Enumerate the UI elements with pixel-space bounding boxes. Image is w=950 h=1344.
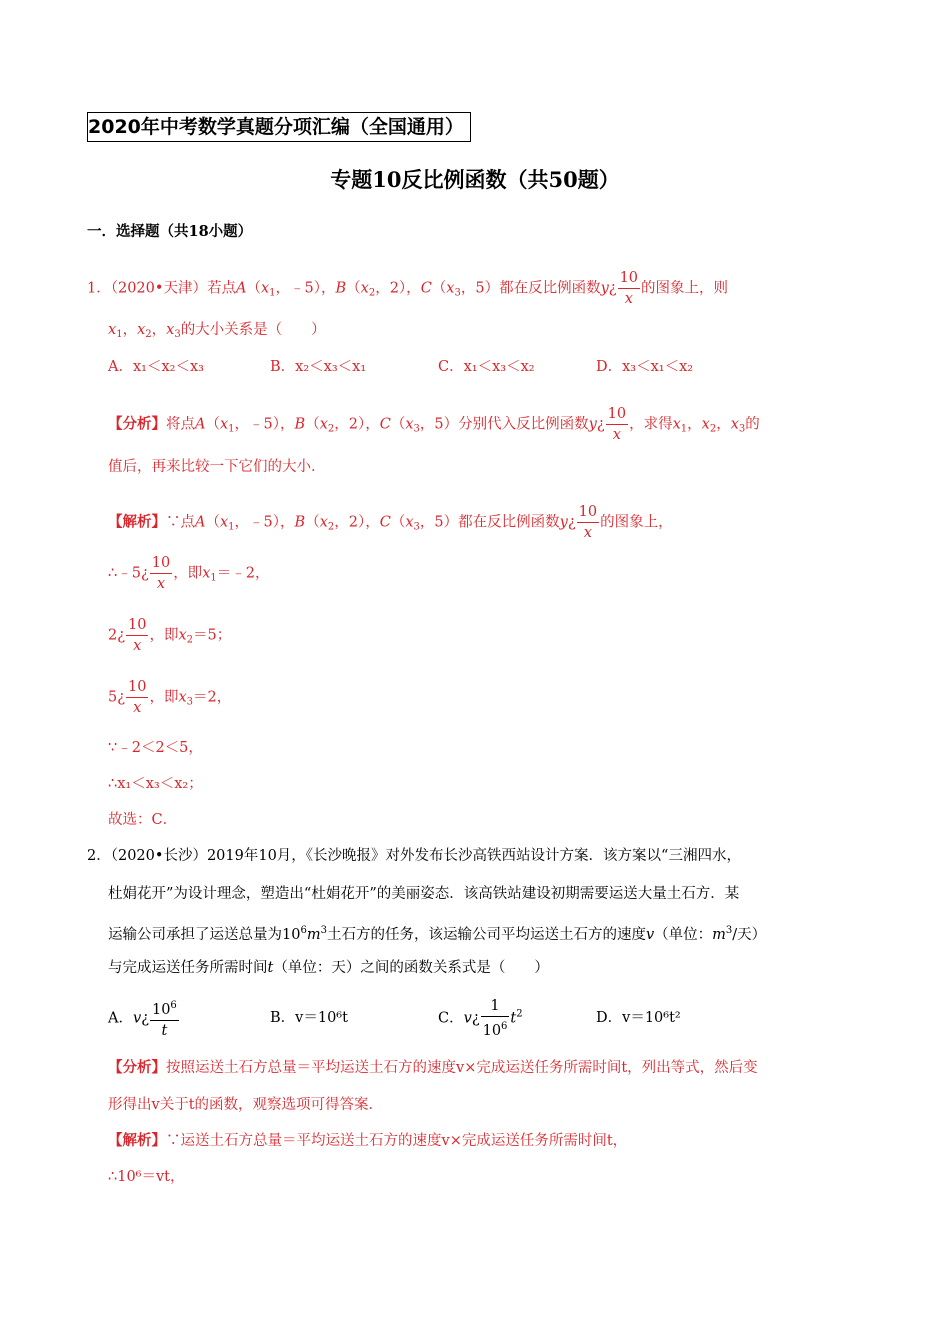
q1-analysis-line2: 值后，再来比较一下它们的大小．	[108, 459, 326, 475]
q2-stem-line3: 运输公司承担了运送总量为$10^6m^3$土石方的任务，该运输公司平均运送土石方的速度v（单位：$m^3/$天）	[108, 925, 767, 943]
q2-option-d: D．v＝10⁶t²	[596, 1010, 681, 1026]
solution-tag: 【解析】	[108, 513, 166, 531]
q2-step1: ∴10⁶＝vt，	[108, 1169, 185, 1185]
q1-stem-line1: 1．（2020•天津）若点$A(x_1$，﹣5），$B(x_2$，2），$C(x_3$，5）都在反比例函数y¿ $\frac{10}{x}$ 的图象上，则	[87, 270, 729, 307]
q2-option-a: A．v¿ $\frac{10^6}{t}$	[108, 996, 180, 1041]
q2-stem-line1: 2．（2020•长沙）2019年10月，《长沙晚报》对外发布长沙高铁西站设计方案．该方案以“三湘四水，	[87, 848, 741, 864]
q2-analysis-line2: 形得出v关于t的函数，观察选项可得答案．	[108, 1097, 384, 1113]
q1-option-c: C．x₁＜x₃＜x₂	[438, 359, 535, 375]
solution-tag: 【解析】	[108, 1132, 166, 1149]
page-title: 专题10反比例函数（共50题）	[330, 167, 620, 192]
analysis-tag: 【分析】	[108, 1059, 166, 1076]
q2-solution: 【解析】∵运送土石方总量＝平均运送土石方的速度v×完成运送任务所需时间t，	[108, 1132, 628, 1149]
series-title: 2020年中考数学真题分项汇编（全国通用）	[87, 112, 471, 142]
q1-solution: 【解析】∵点$A(x_1$，﹣5），$B(x_2$，2），$C(x_3$，5）都在反比例函数y¿ $\frac{10}{x}$ 的图象上，	[108, 504, 673, 541]
fraction: $\frac{10}{x}$	[619, 270, 639, 307]
q2-stem-line2: 杜娟花开”为设计理念，塑造出“杜娟花开”的美丽姿态．该高铁站建设初期需要运送大量土石方．某	[108, 886, 740, 902]
q1-step5: ∴x₁＜x₃＜x₂；	[108, 776, 203, 792]
q1-answer: 故选：C．	[108, 812, 178, 828]
q1-number: 1．	[87, 280, 111, 297]
analysis-tag: 【分析】	[108, 415, 166, 433]
section-heading: 一．选择题（共18小题）	[87, 223, 253, 240]
q1-option-a: A．x₁＜x₂＜x₃	[108, 359, 204, 375]
q1-step3: 5¿ $\frac{10}{x}$ ，即$x_3=2$，	[108, 679, 232, 716]
q2-number: 2．	[87, 848, 111, 864]
q1-option-d: D．x₃＜x₁＜x₂	[596, 359, 694, 375]
q1-stem-line2: $x_1$，$x_2$，$x_3$的大小关系是（ ）	[108, 322, 326, 340]
q1-step2: 2¿ $\frac{10}{x}$ ，即$x_2=5$；	[108, 617, 232, 654]
q2-analysis: 【分析】按照运送土石方总量＝平均运送土石方的速度v×完成运送任务所需时间t，列出等式，然后变	[108, 1059, 758, 1076]
q1-step1: ∴﹣5¿ $\frac{10}{x}$ ，即$x_1=﹣2$，	[108, 555, 270, 592]
q1-options	[108, 357, 708, 377]
q1-analysis: 【分析】将点$A(x_1$，﹣5），$B(x_2$，2），$C(x_3$，5）分别代入反比例函数y¿ $\frac{10}{x}$ ，求得$x_1$，$x_2$，$x_3$的	[108, 406, 760, 443]
q2-options	[108, 996, 728, 1042]
q2-option-c: C．v¿ $\frac{1}{10^6}$ $t^2$	[438, 998, 523, 1039]
q2-option-b: B．v＝10⁶t	[270, 1010, 348, 1026]
q1-source: （2020•天津）若点	[110, 280, 236, 297]
q2-stem-line4: 与完成运送任务所需时间t（单位：天）之间的函数关系式是（ ）	[108, 960, 549, 976]
q1-step4: ∵﹣2＜2＜5，	[108, 740, 203, 756]
q1-option-b: B．x₂＜x₃＜x₁	[270, 359, 367, 375]
